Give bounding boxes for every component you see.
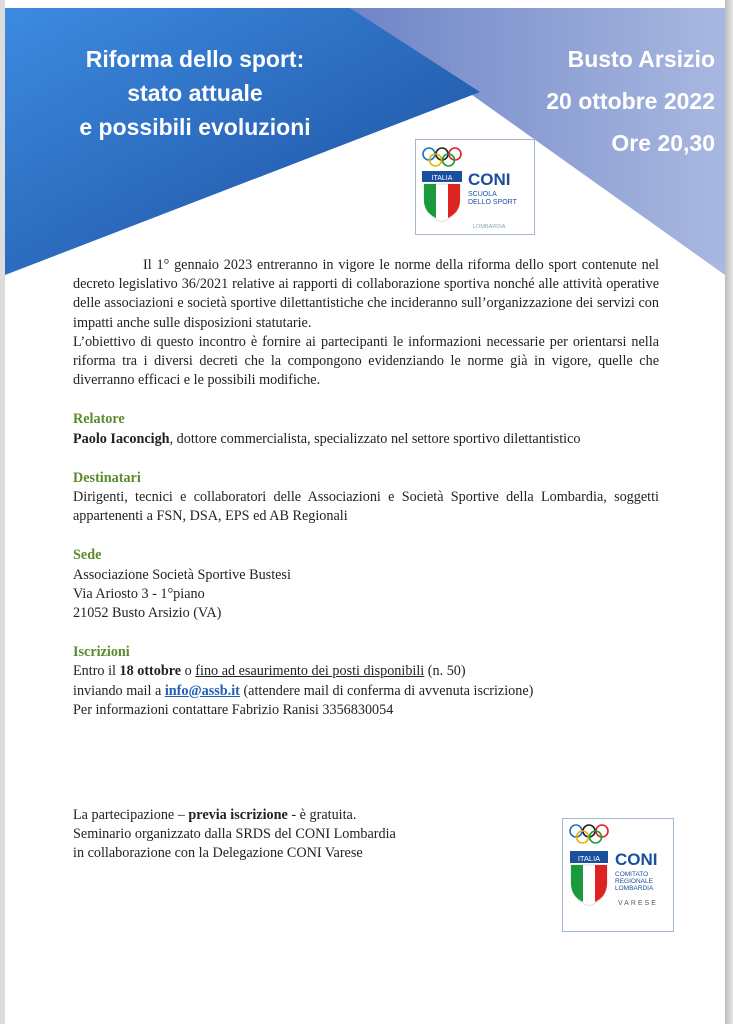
sede-line-2: Via Ariosto 3 - 1°piano — [73, 585, 205, 602]
footer-line-2: Seminario organizzato dalla SRDS del CONI Lombardia — [73, 826, 396, 843]
iscrizioni-availability: fino ad esaurimento dei posti disponibili — [195, 663, 425, 680]
event-title — [45, 42, 345, 144]
coni-varese-logo-graphic — [563, 819, 673, 931]
title-line-2: stato attuale — [127, 80, 263, 106]
iscrizioni-heading: Iscrizioni — [73, 644, 130, 661]
iscrizioni-deadline: 18 ottobre — [119, 663, 182, 680]
intro-paragraph-1 — [73, 256, 659, 333]
flyer-page — [5, 0, 725, 1024]
sede-line-3: 21052 Busto Arsizio (VA) — [73, 605, 222, 622]
logo-top-region: LOMBARDIA — [473, 224, 506, 230]
relatore-name: Paolo Iaconcigh — [73, 430, 170, 447]
footer-line-1 — [73, 806, 513, 825]
title-line-1: Riforma dello sport: — [85, 46, 305, 72]
destinatari-text: Dirigenti, tecnici e collaboratori delle Associazioni e Società Sportive della Lombardia, soggetti appartenenti a FSN, DSA, EPS ed AB Regionali — [73, 489, 659, 525]
relatore-desc: , dottore commercialista, specializzato nel settore sportivo dilettantistico — [169, 430, 581, 447]
logo-bottom-sub: VARESE — [618, 900, 658, 907]
iscrizioni-line-3: Per informazioni contattare Fabrizio Ranisi 3356830054 — [73, 701, 394, 718]
footer-l1-bold: previa iscrizione — [188, 807, 288, 823]
logo-top-line1: SCUOLA — [468, 191, 497, 198]
iscrizioni-l1-b: o — [181, 663, 196, 680]
iscrizioni-line-2 — [73, 682, 659, 701]
iscrizioni-l2-b: (attendere mail di conferma di avvenuta iscrizione) — [239, 682, 534, 699]
logo-bottom-brand: CONI — [615, 850, 658, 869]
page-edge-shadow — [725, 0, 733, 1024]
event-time: Ore 20,30 — [611, 130, 715, 156]
intro-text-1: Il 1° gennaio 2023 entreranno in vigore le norme della riforma dello sport contenute nel decreto legislativo 36/2021 relative ai rapporti di collaborazione sportiva nonché alle attività operative delle associazioni e società sportive dilettantistiche che incideranno sull’organizzazione dei servizi con impatti anche sulle disposizioni statutarie. — [73, 257, 659, 331]
footer-text — [73, 806, 513, 864]
event-location: Busto Arsizio — [567, 46, 715, 72]
logo-top-brand: CONI — [468, 170, 511, 189]
footer-line-3: in collaborazione con la Delegazione CONI Varese — [73, 845, 363, 862]
logo-bottom-badge: ITALIA — [577, 854, 601, 863]
event-info — [546, 38, 715, 164]
iscrizioni-line-1 — [73, 662, 659, 681]
coni-logo-graphic — [416, 140, 534, 234]
footer-l1-b: - è gratuita. — [287, 807, 357, 823]
logo-bottom-line2: REGIONALE — [615, 878, 653, 885]
sede-line-1: Associazione Società Sportive Bustesi — [73, 566, 291, 583]
event-date: 20 ottobre 2022 — [546, 88, 715, 114]
logo-top-badge: ITALIA — [431, 175, 453, 182]
intro-paragraph-2: L’obiettivo di questo incontro è fornire ai partecipanti le informazioni necessarie per orientarsi nella riforma tra i diversi decreti che la compongono evidenziando le norme già in vigore, quelle che diverranno efficaci e le possibili modifiche. — [73, 333, 659, 389]
footer-l1-a: La partecipazione – — [73, 807, 189, 823]
logo-bottom-line1: COMITATO — [615, 871, 649, 878]
coni-scuola-logo — [415, 139, 535, 235]
logo-bottom-line3: LOMBARDIA — [615, 885, 654, 892]
coni-varese-logo — [562, 818, 674, 932]
iscrizioni-l1-c: (n. 50) — [424, 663, 466, 680]
title-line-3: e possibili evoluzioni — [79, 114, 311, 140]
main-content — [73, 256, 659, 720]
logo-top-line2: DELLO SPORT — [468, 199, 517, 206]
iscrizioni-l2-a: inviando mail a — [73, 682, 165, 699]
relatore-heading: Relatore — [73, 411, 125, 428]
destinatari-heading: Destinatari — [73, 469, 141, 486]
sede-heading: Sede — [73, 547, 102, 564]
relatore-text — [73, 430, 659, 449]
email-link[interactable]: info@assb.it — [164, 682, 240, 699]
iscrizioni-l1-a: Entro il — [73, 663, 120, 680]
